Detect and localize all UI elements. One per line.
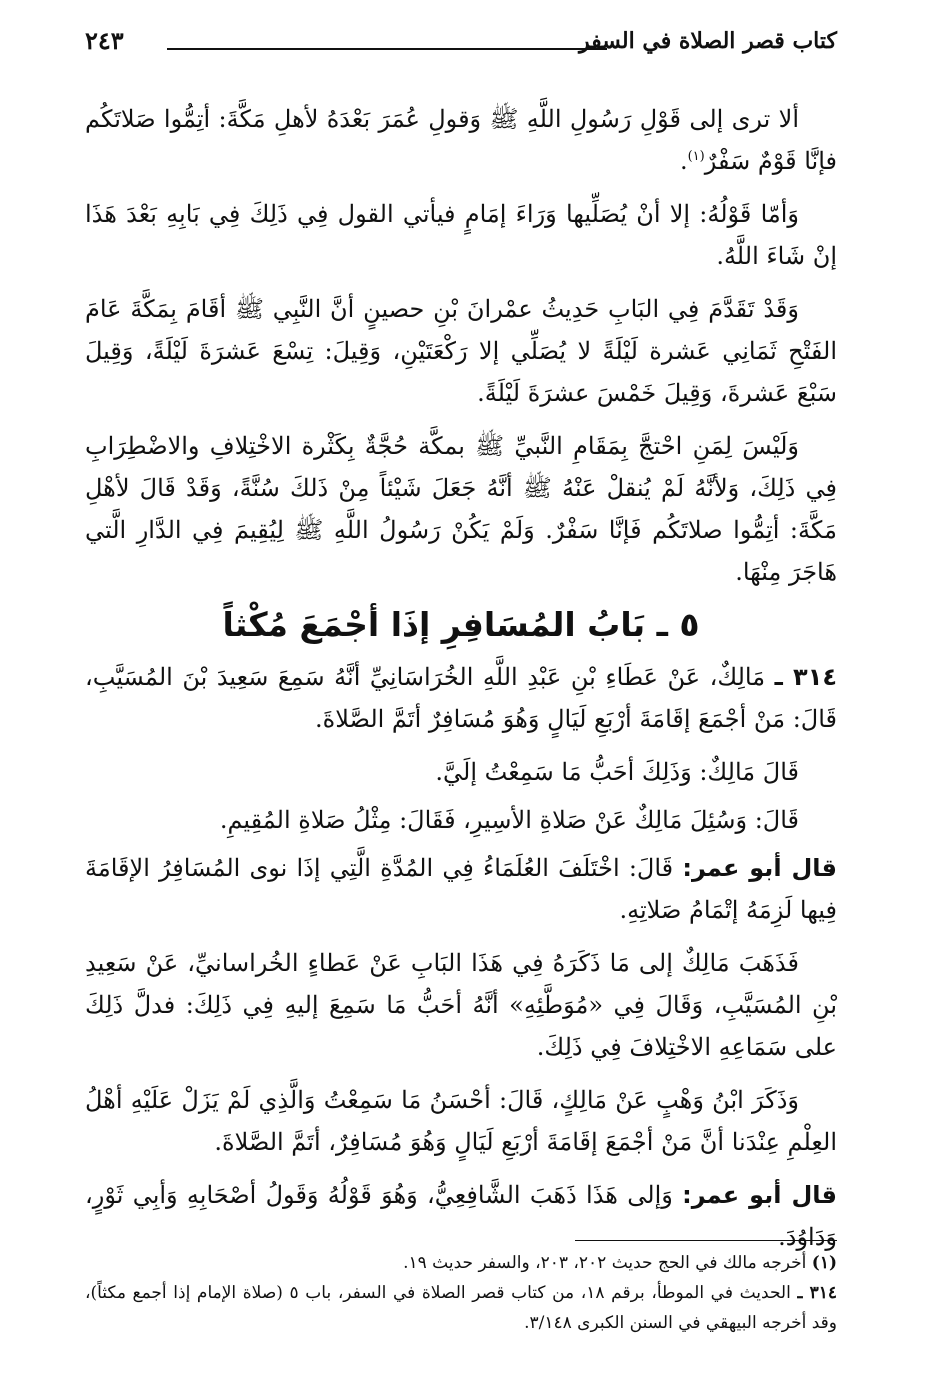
commentary-text: وَإلى هَذَا ذَهَبَ الشَّافِعِيُّ، وَهُوَ قَوْلُهُ وَقَولُ أصْحَابِهِ وَأبِي ثَوْرٍ، وَدَاوُدَ. xyxy=(85,1181,837,1251)
commentary-lead: قال أبو عمر: xyxy=(682,854,837,882)
commentary-text: وَذَكَرَ ابْنُ وَهْبٍ عَنْ مَالِكٍ، قَالَ: أحْسَنُ مَا سَمِعْتُ وَالَّذِي لَمْ يَزَلْ عَلَيْهِ أهْلُ العِلْمِ عِنْدَنا أنَّ مَنْ أجْمَعَ إقَامَةَ أرْبَعِ لَيَالٍ وَهُوَ مُسَافِرٌ، أتَمَّ الصَّلاةَ. xyxy=(85,1086,837,1156)
paragraph-text: وَلَيْسَ لِمَنِ احْتجَّ بِمَقَامِ النَّبيِّ ﷺ بمكَّة حُجَّةٌ بِكَثْرة الاخْتِلافِ والاضْطِرَابِ فِي ذَلِكَ، وَلأنَّهُ لَمْ يُنقلْ عَنْهُ ﷺ أنَّهُ جَعَلَ شَيْئاً مِنْ ذَلكَ سُنَّةً، وَقَدْ قَالَ لأهْلِ مَكَّةَ: أتِمُّوا صلاتَكُم فَإنَّا سَفْرٌ. وَلَمْ يَكُنْ رَسُولُ اللَّهِ ﷺ لِيُقِيمَ فِي الدَّارِ الَّتي هَاجَرَ مِنْهَا. xyxy=(85,432,837,586)
statement-text: قَالَ مَالِكٌ: وَذَلِكَ أحَبُّ مَا سَمِعْتُ إلَيَّ. xyxy=(435,758,799,786)
footnote-text: الحديث في الموطأ، برقم ١٨، من كتاب قصر الصلاة في السفر، باب ٥ (صلاة الإمام إذا أجمع مكثاً)، وقد أخرجه البيهقي في السنن الكبرى ٣/١٤٨. xyxy=(85,1283,837,1333)
paragraph-1 xyxy=(85,98,837,182)
footnote-2 xyxy=(85,1278,837,1338)
paragraph-tail: . xyxy=(679,147,688,175)
footnote-text: أخرجه مالك في الحج حديث ٢٠٢، ٢٠٣، والسفر حديث ١٩. xyxy=(403,1253,807,1273)
main-text xyxy=(85,98,837,1269)
paragraph-2 xyxy=(85,193,837,277)
statement-text: قَالَ: وَسُئِلَ مَالِكٌ عَنْ صَلاةِ الأسِيرِ، فَقَالَ: مِثْلُ صَلاةِ المُقِيمِ. xyxy=(219,806,799,834)
commentary-1 xyxy=(85,847,837,931)
footnote-marker: ٣١٤ ـ xyxy=(797,1283,837,1303)
paragraph-3 xyxy=(85,288,837,414)
paragraph-text: ألا ترى إلى قَوْلِ رَسُولِ اللَّهِ ﷺ وَقولِ عُمَرَ بَعْدَهُ لأهلِ مَكَّةَ: أتِمُّوا صَلاتَكُم فإنَّا قَوْمٌ سَفْرٌ xyxy=(85,105,837,175)
commentary-text: فَذَهَبَ مَالِكٌ إلى مَا ذَكَرَهُ فِي هَذَا البَابِ عَنْ عَطاءٍ الخُراسانيِّ، عَنْ سَعِيدِ بْنِ المُسَيَّبِ، وَقَالَ فِي «مُوَطَّئِهِ» أنَّهُ أحَبُّ مَا سَمِعَ إليهِ فِي ذَلِكَ: فدلَّ ذَلِكَ على سَمَاعِهِ الاخْتِلافَ فِي ذَلِكَ. xyxy=(85,949,837,1061)
commentary-2 xyxy=(85,942,837,1068)
footnote-separator xyxy=(575,1240,837,1241)
page-number: ٢٤٣ xyxy=(85,26,124,55)
paragraph-text: وَقَدْ تَقَدَّمَ فِي البَابِ حَدِيثُ عمْرانَ بْنِ حصينٍ أنَّ النَّبِي ﷺ أقَامَ بِمَكَّةَ عَامَ الفَتْحِ ثَمَانِي عَشرة لَيْلَةً لا يُصَلِّي إلا رَكْعَتَيْنِ، وَقِيلَ: تِسْعَ عَشرَةَ لَيْلَةً، وَقِيلَ سَبْعَ عَشرةَ، وَقِيلَ خَمْسَ عشرَةَ لَيْلَةً. xyxy=(85,295,837,407)
footnote-marker: (١) xyxy=(687,149,705,164)
paragraph-4 xyxy=(85,425,837,593)
header-title: كتاب قصر الصلاة في السفر xyxy=(578,28,837,54)
paragraph-text: وَأمّا قَوْلُهُ: إلا أنْ يُصَلِّيها وَرَاءَ إمَامٍ فيأتي القول فِي ذَلِكَ فِي بَابِهِ بَعْدَ هَذَا إنْ شَاءَ اللَّهُ. xyxy=(85,200,837,270)
commentary-4 xyxy=(85,1174,837,1258)
header-rule xyxy=(167,48,607,50)
hadith-text: مَالِكٌ، عَنْ عَطَاءِ بْنِ عَبْدِ اللَّهِ الخُرَاسَانِيِّ أنَّهُ سَمِعَ سَعِيدَ بْنَ المُسَيَّبِ، قَالَ: مَنْ أجْمَعَ إقَامَةَ أرْبَعِ لَيَالٍ وَهُوَ مُسَافِرٌ أتَمَّ الصَّلاةَ. xyxy=(85,663,837,733)
malik-statement-1 xyxy=(85,751,837,793)
running-header xyxy=(85,22,837,66)
chapter-title: ٥ ـ بَابُ المُسَافِرِ إذَا أجْمَعَ مُكْثاً xyxy=(222,605,700,644)
footnote-marker: (١) xyxy=(811,1253,837,1273)
footnotes xyxy=(85,1248,837,1338)
hadith-paragraph xyxy=(85,656,837,740)
footnote-1 xyxy=(85,1248,837,1278)
commentary-text: قَالَ: اخْتَلَفَ العُلَمَاءُ فِي المُدَّةِ الَّتِي إذَا نوى المُسَافِرُ الإقَامَةَ فِيها لَزِمَهُ إتْمَامُ صَلاتِهِ. xyxy=(85,854,837,924)
commentary-lead: قال أبو عمر: xyxy=(682,1181,837,1209)
commentary-3 xyxy=(85,1079,837,1163)
hadith-number: ٣١٤ ـ xyxy=(774,663,837,691)
malik-statement-2 xyxy=(85,799,837,841)
